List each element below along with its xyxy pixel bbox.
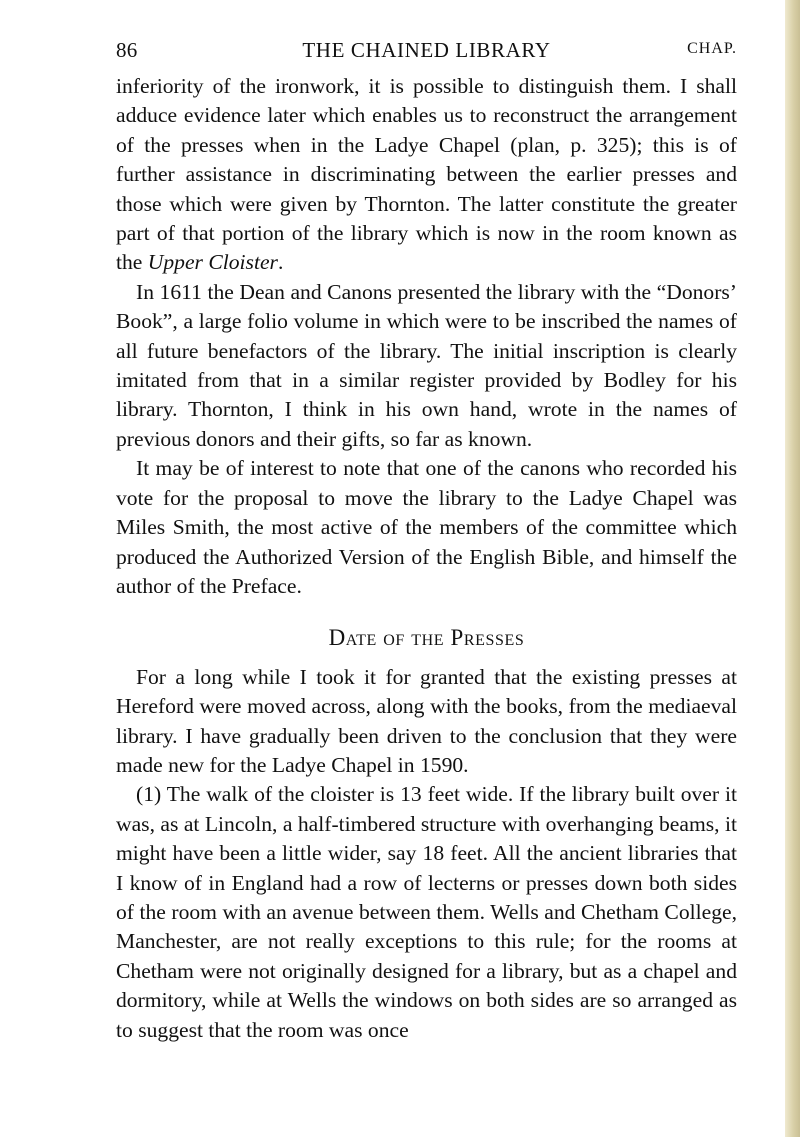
paragraph: (1) The walk of the cloister is 13 feet wide. If the library built over it was, as at Lincoln, a half-timbered structure with overhanging beams, it might have been a little wider, say 18 feet. All the ancient libraries that I know of in England had a row of lecterns or presses down both sides of the room with an avenue between them. Wells and Chetham College, Manchester, are not really exceptions to this rule; for the rooms at Chetham were not originally designed for a library, but as a chapel and dormitory, while at Wells the windows on both sides are so arranged as to suggest that the room was once	[116, 782, 737, 1042]
paragraph: For a long while I took it for granted that the existing presses at Hereford were moved across, along with the books, from the mediaeval library. I have gradually been driven to the conclusion that they were made new for the Ladye Chapel in 1590.	[116, 664, 737, 777]
running-title: THE CHAINED LIBRARY	[302, 38, 551, 62]
chapter-label: CHAP.	[687, 40, 737, 57]
paragraph: It may be of interest to note that one of the canons who recorded his vote for the proposal to move the library to the Ladye Chapel was Miles Smith, the most active of the members of the committee which produced the Authorized Version of the English Bible, and himself the author of the Preface.	[116, 456, 737, 598]
paragraph: In 1611 the Dean and Canons presented the library with the “Donors’ Book”, a large folio volume in which were to be inscribed the names of all future benefactors of the library. The initial inscription is clearly imitated from that in a similar register provided by Bodley for his library. Thornton, I think in his own hand, wrote in the names of previous donors and their gifts, so far as known.	[116, 279, 737, 451]
room-name-italic: Upper Cloister	[147, 250, 278, 275]
paragraph-text: .	[277, 250, 284, 275]
page-number: 86	[116, 38, 138, 62]
paragraph-text: inferiority of the ironwork, it is possible to distinguish them. I shall adduce evidence later which enables us to reconstruct the arrangement of the presses when in the Ladye Chapel (plan, p. 325); this is of further assistance in discriminating between the earlier presses and those which were given by Thornton. The latter constitute the greater part of that portion of the library which is now in the room known as the	[116, 74, 737, 275]
paragraph	[116, 72, 737, 278]
page-edge	[785, 0, 800, 1137]
section-heading: Date of the Presses	[328, 625, 525, 651]
body-text	[116, 72, 737, 1045]
running-head	[116, 38, 737, 70]
